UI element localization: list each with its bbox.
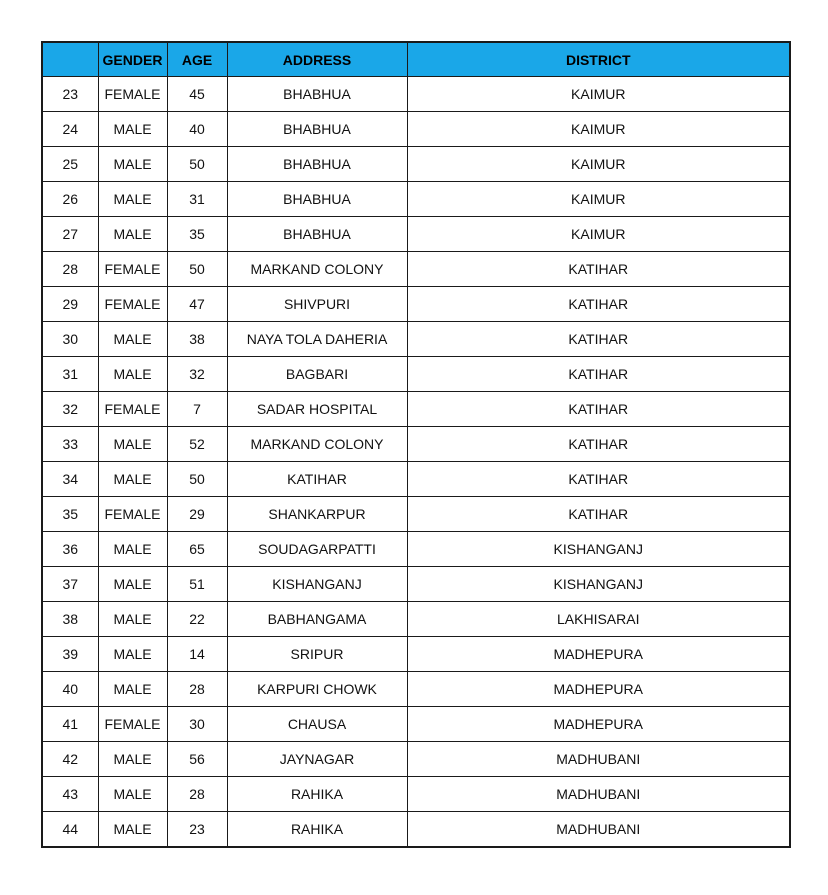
age-cell: 50	[167, 252, 227, 287]
table-row	[42, 392, 790, 427]
serial-cell: 23	[42, 77, 98, 112]
table-row	[42, 707, 790, 742]
age-cell: 45	[167, 77, 227, 112]
gender-cell: MALE	[98, 602, 167, 637]
address-cell: NAYA TOLA DAHERIA	[227, 322, 407, 357]
gender-cell: FEMALE	[98, 287, 167, 322]
table-row	[42, 497, 790, 532]
district-cell: MADHUBANI	[407, 812, 790, 848]
table-row	[42, 112, 790, 147]
address-cell: BHABHUA	[227, 147, 407, 182]
address-cell: KISHANGANJ	[227, 567, 407, 602]
district-cell: KATIHAR	[407, 427, 790, 462]
patient-table	[41, 41, 791, 848]
serial-cell: 39	[42, 637, 98, 672]
gender-cell: MALE	[98, 322, 167, 357]
age-cell: 51	[167, 567, 227, 602]
district-cell: LAKHISARAI	[407, 602, 790, 637]
table-row	[42, 532, 790, 567]
address-cell: BHABHUA	[227, 112, 407, 147]
address-cell: BABHANGAMA	[227, 602, 407, 637]
gender-cell: MALE	[98, 357, 167, 392]
address-cell: MARKAND COLONY	[227, 252, 407, 287]
age-cell: 14	[167, 637, 227, 672]
address-cell: SHIVPURI	[227, 287, 407, 322]
address-cell: SADAR HOSPITAL	[227, 392, 407, 427]
district-cell: KAIMUR	[407, 217, 790, 252]
gender-cell: MALE	[98, 217, 167, 252]
age-cell: 32	[167, 357, 227, 392]
serial-cell: 35	[42, 497, 98, 532]
serial-cell: 37	[42, 567, 98, 602]
serial-cell: 38	[42, 602, 98, 637]
serial-cell: 28	[42, 252, 98, 287]
age-cell: 22	[167, 602, 227, 637]
table-row	[42, 777, 790, 812]
table-row	[42, 322, 790, 357]
age-cell: 28	[167, 777, 227, 812]
table-row	[42, 182, 790, 217]
district-cell: KATIHAR	[407, 497, 790, 532]
address-cell: KARPURI CHOWK	[227, 672, 407, 707]
district-cell: KISHANGANJ	[407, 567, 790, 602]
serial-cell: 44	[42, 812, 98, 848]
address-cell: RAHIKA	[227, 812, 407, 848]
age-cell: 29	[167, 497, 227, 532]
district-cell: KATIHAR	[407, 252, 790, 287]
table-row	[42, 812, 790, 848]
district-cell: KATIHAR	[407, 357, 790, 392]
age-cell: 28	[167, 672, 227, 707]
gender-cell: MALE	[98, 112, 167, 147]
gender-cell: MALE	[98, 532, 167, 567]
gender-cell: MALE	[98, 427, 167, 462]
gender-cell: MALE	[98, 742, 167, 777]
header-row	[42, 42, 790, 77]
district-cell: KISHANGANJ	[407, 532, 790, 567]
age-cell: 31	[167, 182, 227, 217]
serial-cell: 24	[42, 112, 98, 147]
serial-cell: 36	[42, 532, 98, 567]
address-cell: SRIPUR	[227, 637, 407, 672]
table-row	[42, 217, 790, 252]
table-header	[42, 42, 790, 77]
serial-cell: 27	[42, 217, 98, 252]
age-cell: 47	[167, 287, 227, 322]
serial-cell: 34	[42, 462, 98, 497]
district-cell: KATIHAR	[407, 287, 790, 322]
header-address: ADDRESS	[227, 42, 407, 77]
table-row	[42, 602, 790, 637]
address-cell: RAHIKA	[227, 777, 407, 812]
gender-cell: MALE	[98, 182, 167, 217]
table-row	[42, 742, 790, 777]
address-cell: KATIHAR	[227, 462, 407, 497]
gender-cell: FEMALE	[98, 252, 167, 287]
serial-cell: 40	[42, 672, 98, 707]
address-cell: JAYNAGAR	[227, 742, 407, 777]
age-cell: 35	[167, 217, 227, 252]
age-cell: 50	[167, 462, 227, 497]
table-row	[42, 567, 790, 602]
address-cell: BHABHUA	[227, 182, 407, 217]
age-cell: 50	[167, 147, 227, 182]
district-cell: MADHEPURA	[407, 707, 790, 742]
address-cell: BHABHUA	[227, 77, 407, 112]
district-cell: MADHEPURA	[407, 672, 790, 707]
table-row	[42, 147, 790, 182]
age-cell: 40	[167, 112, 227, 147]
district-cell: KATIHAR	[407, 322, 790, 357]
district-cell: MADHEPURA	[407, 637, 790, 672]
age-cell: 65	[167, 532, 227, 567]
table-body	[42, 77, 790, 848]
gender-cell: MALE	[98, 777, 167, 812]
district-cell: MADHUBANI	[407, 777, 790, 812]
gender-cell: MALE	[98, 637, 167, 672]
address-cell: BHABHUA	[227, 217, 407, 252]
table-row	[42, 252, 790, 287]
address-cell: SOUDAGARPATTI	[227, 532, 407, 567]
gender-cell: MALE	[98, 462, 167, 497]
table-row	[42, 287, 790, 322]
age-cell: 52	[167, 427, 227, 462]
serial-cell: 31	[42, 357, 98, 392]
age-cell: 7	[167, 392, 227, 427]
district-cell: KAIMUR	[407, 182, 790, 217]
gender-cell: FEMALE	[98, 77, 167, 112]
header-serial	[42, 42, 98, 77]
gender-cell: MALE	[98, 672, 167, 707]
age-cell: 38	[167, 322, 227, 357]
gender-cell: MALE	[98, 812, 167, 848]
serial-cell: 29	[42, 287, 98, 322]
address-cell: MARKAND COLONY	[227, 427, 407, 462]
gender-cell: FEMALE	[98, 497, 167, 532]
address-cell: BAGBARI	[227, 357, 407, 392]
district-cell: KAIMUR	[407, 112, 790, 147]
table-row	[42, 357, 790, 392]
address-cell: CHAUSA	[227, 707, 407, 742]
table-row	[42, 77, 790, 112]
table-row	[42, 462, 790, 497]
serial-cell: 33	[42, 427, 98, 462]
serial-cell: 43	[42, 777, 98, 812]
header-gender: GENDER	[98, 42, 167, 77]
gender-cell: FEMALE	[98, 392, 167, 427]
address-cell: SHANKARPUR	[227, 497, 407, 532]
header-district: DISTRICT	[407, 42, 790, 77]
gender-cell: MALE	[98, 567, 167, 602]
serial-cell: 32	[42, 392, 98, 427]
gender-cell: MALE	[98, 147, 167, 182]
age-cell: 23	[167, 812, 227, 848]
table-row	[42, 427, 790, 462]
district-cell: KATIHAR	[407, 462, 790, 497]
serial-cell: 30	[42, 322, 98, 357]
district-cell: KAIMUR	[407, 147, 790, 182]
serial-cell: 25	[42, 147, 98, 182]
serial-cell: 42	[42, 742, 98, 777]
header-age: AGE	[167, 42, 227, 77]
table-row	[42, 637, 790, 672]
age-cell: 56	[167, 742, 227, 777]
age-cell: 30	[167, 707, 227, 742]
district-cell: MADHUBANI	[407, 742, 790, 777]
table-row	[42, 672, 790, 707]
gender-cell: FEMALE	[98, 707, 167, 742]
serial-cell: 41	[42, 707, 98, 742]
district-cell: KATIHAR	[407, 392, 790, 427]
district-cell: KAIMUR	[407, 77, 790, 112]
serial-cell: 26	[42, 182, 98, 217]
